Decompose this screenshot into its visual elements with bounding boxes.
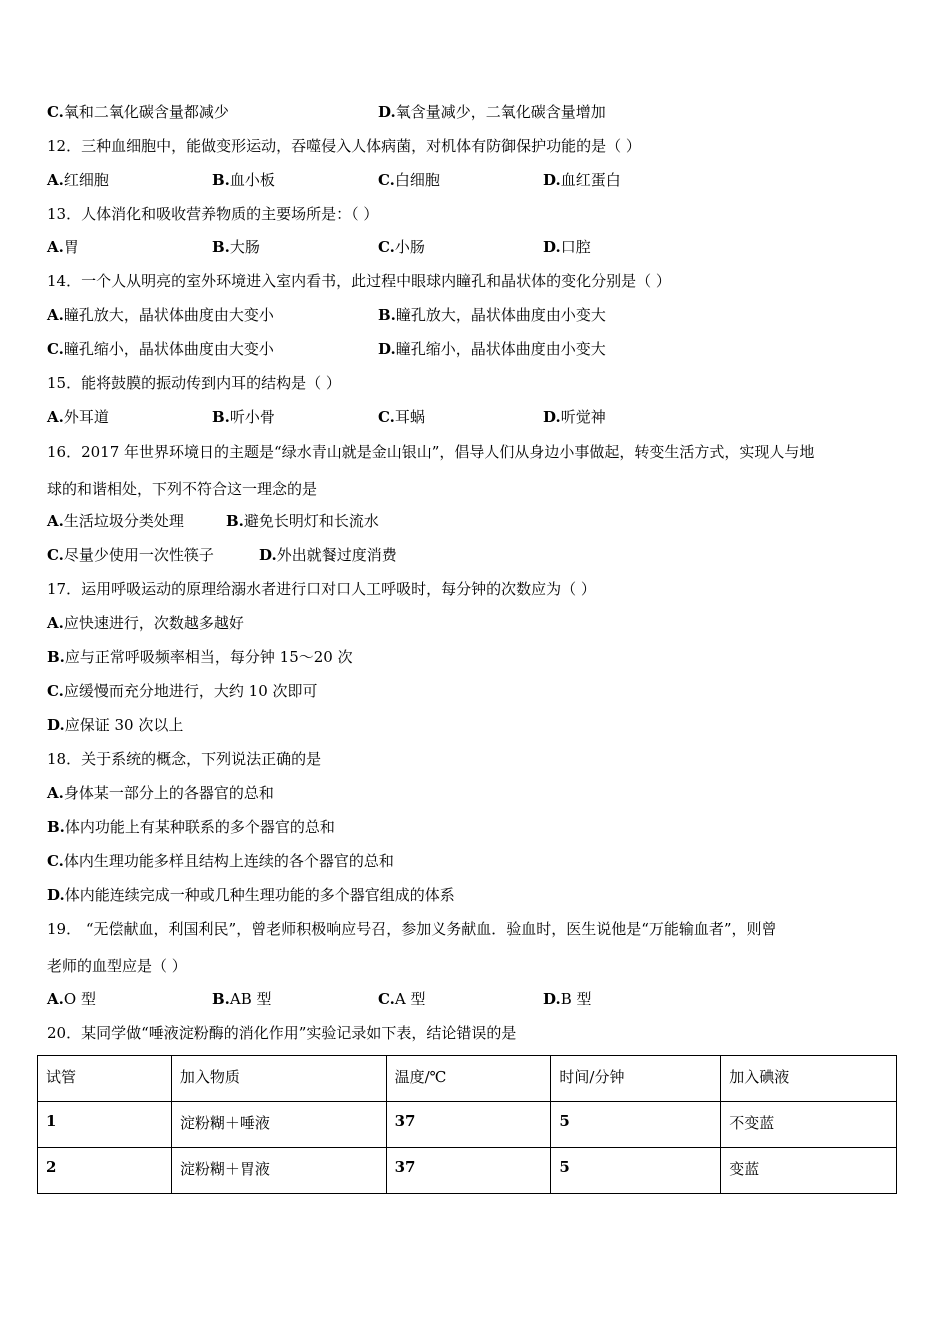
q14-option-c	[47, 339, 274, 359]
option-label: B.	[226, 512, 244, 530]
option-label: C.	[378, 408, 395, 426]
option-text: 听觉神	[560, 408, 606, 426]
q19-option-c	[378, 989, 426, 1009]
option-text: 应缓慢而充分地进行，大约 10 次即可	[63, 682, 318, 700]
option-text: 体内功能上有某种联系的多个器官的总和	[64, 818, 335, 836]
header-cell: 试管	[38, 1056, 172, 1102]
q16-stem-line2: 球的和谐相处，下列不符合这一理念的是	[47, 480, 318, 498]
option-text: 白细胞	[394, 171, 440, 189]
option-label: A.	[47, 614, 64, 632]
option-label: D.	[543, 408, 561, 426]
table-cell: 变蓝	[721, 1148, 897, 1194]
option-label: A.	[47, 990, 64, 1008]
q15-option-b	[212, 407, 275, 427]
option-text: 尽量少使用一次性筷子	[63, 546, 214, 564]
option-label: C.	[47, 340, 64, 358]
q13-option-d	[543, 237, 591, 257]
q19-stem-line1: 19． “无偿献血，利国利民”，曾老师积极响应号召，参加义务献血．验血时，医生说他是“万能输血者”，则曾	[47, 920, 777, 938]
option-label: C.	[47, 852, 64, 870]
q19-option-d	[543, 989, 592, 1009]
option-text: 外出就餐过度消费	[276, 546, 397, 564]
q16-option-d	[259, 545, 397, 565]
option-text: 小肠	[394, 238, 425, 256]
option-label: A.	[47, 306, 64, 324]
header-cell: 温度/℃	[386, 1056, 551, 1102]
option-text: 耳蜗	[394, 408, 425, 426]
q17-option-c	[47, 681, 318, 701]
option-label: B.	[212, 171, 230, 189]
q12-stem: 12．三种血细胞中，能做变形运动，吞噬侵入人体病菌，对机体有防御保护功能的是（ ）	[47, 137, 641, 155]
option-text: 大肠	[229, 238, 260, 256]
option-text: 听小骨	[229, 408, 275, 426]
option-text: O 型	[63, 990, 96, 1008]
q17-option-b	[47, 647, 353, 667]
option-text: A 型	[394, 990, 426, 1008]
table-row	[38, 1148, 897, 1194]
option-label: A.	[47, 784, 64, 802]
table-cell: 不变蓝	[721, 1102, 897, 1148]
option-label: B.	[212, 238, 230, 256]
q16-option-c	[47, 545, 214, 565]
q15-option-c	[378, 407, 425, 427]
option-text: 体内能连续完成一种或几种生理功能的多个器官组成的体系	[64, 886, 455, 904]
option-label: C.	[378, 990, 395, 1008]
table-cell: 2	[38, 1148, 172, 1194]
header-cell: 加入物质	[171, 1056, 386, 1102]
option-label: D.	[378, 340, 396, 358]
option-label: D.	[47, 886, 65, 904]
table-row	[38, 1102, 897, 1148]
option-label: B.	[378, 306, 396, 324]
option-label: B.	[212, 990, 230, 1008]
option-text: 应快速进行，次数越多越好	[63, 614, 244, 632]
option-label: D.	[543, 171, 561, 189]
option-text: 胃	[63, 238, 79, 256]
q14-stem: 14．一个人从明亮的室外环境进入室内看书，此过程中眼球内瞳孔和晶状体的变化分别是（ ）	[47, 272, 671, 290]
option-text: 身体某一部分上的各器官的总和	[63, 784, 274, 802]
option-label: D.	[47, 716, 65, 734]
option-label: C.	[47, 546, 64, 564]
option-label: C.	[378, 238, 395, 256]
header-cell: 时间/分钟	[551, 1056, 721, 1102]
q17-option-d	[47, 715, 183, 735]
option-text: 生活垃圾分类处理	[63, 512, 184, 530]
option-label: D.	[543, 990, 561, 1008]
option-text: 应保证 30 次以上	[64, 716, 184, 734]
table-cell: 37	[386, 1102, 551, 1148]
q14-option-a	[47, 305, 274, 325]
q13-option-b	[212, 237, 260, 257]
option-text: 体内生理功能多样且结构上连续的各个器官的总和	[63, 852, 394, 870]
q18-option-c	[47, 851, 394, 871]
option-label: D.	[378, 103, 396, 121]
q17-stem: 17．运用呼吸运动的原理给溺水者进行口对口人工呼吸时，每分钟的次数应为（ ）	[47, 580, 596, 598]
option-label: A.	[47, 408, 64, 426]
option-text: 应与正常呼吸频率相当，每分钟 15～20 次	[64, 648, 353, 666]
q13-option-c	[378, 237, 425, 257]
option-text: 氧含量减少，二氧化碳含量增加	[395, 103, 606, 121]
option-text: 避免长明灯和长流水	[243, 512, 379, 530]
q15-stem: 15．能将鼓膜的振动传到内耳的结构是（ ）	[47, 374, 341, 392]
q12-option-b	[212, 170, 275, 190]
q18-stem: 18．关于系统的概念，下列说法正确的是	[47, 750, 322, 768]
table-cell: 淀粉糊＋胃液	[171, 1148, 386, 1194]
option-text: 外耳道	[63, 408, 109, 426]
q16-option-a	[47, 511, 184, 531]
q19-option-a	[47, 989, 96, 1009]
q12-option-a	[47, 170, 109, 190]
option-label: C.	[47, 682, 64, 700]
header-cell: 加入碘液	[721, 1056, 897, 1102]
q19-stem-line2: 老师的血型应是（ ）	[47, 957, 187, 975]
q18-option-d	[47, 885, 455, 905]
option-label: D.	[259, 546, 277, 564]
q15-option-a	[47, 407, 109, 427]
q14-option-b	[378, 305, 606, 325]
q19-option-b	[212, 989, 272, 1009]
table-cell: 5	[551, 1102, 721, 1148]
option-text: 氧和二氧化碳含量都减少	[63, 103, 229, 121]
option-label: C.	[47, 103, 64, 121]
option-text: 血红蛋白	[560, 171, 621, 189]
q13-option-a	[47, 237, 79, 257]
q15-option-d	[543, 407, 606, 427]
option-text: 瞳孔放大，晶状体曲度由小变大	[395, 306, 606, 324]
option-label: B.	[212, 408, 230, 426]
table-cell: 淀粉糊＋唾液	[171, 1102, 386, 1148]
q20-stem: 20．某同学做“唾液淀粉酶的消化作用”实验记录如下表，结论错误的是	[47, 1024, 517, 1042]
q11-option-c	[47, 102, 229, 122]
q16-option-b	[226, 511, 379, 531]
table-cell: 5	[551, 1148, 721, 1194]
q12-option-d	[543, 170, 621, 190]
option-label: B.	[47, 648, 65, 666]
option-text: AB 型	[229, 990, 272, 1008]
table-cell: 1	[38, 1102, 172, 1148]
option-label: D.	[543, 238, 561, 256]
table-cell: 37	[386, 1148, 551, 1194]
option-label: A.	[47, 171, 64, 189]
option-text: 瞳孔缩小，晶状体曲度由小变大	[395, 340, 606, 358]
option-text: 红细胞	[63, 171, 109, 189]
q11-option-d	[378, 102, 606, 122]
table-header-row	[38, 1056, 897, 1102]
q16-stem-line1: 16．2017 年世界环境日的主题是“绿水青山就是金山银山”，倡导人们从身边小事做起，转变生活方式，实现人与地	[47, 443, 815, 461]
q18-option-a	[47, 783, 274, 803]
q12-option-c	[378, 170, 440, 190]
option-label: C.	[378, 171, 395, 189]
option-text: 瞳孔放大，晶状体曲度由大变小	[63, 306, 274, 324]
option-label: B.	[47, 818, 65, 836]
option-text: 口腔	[560, 238, 591, 256]
option-label: A.	[47, 512, 64, 530]
option-text: 瞳孔缩小，晶状体曲度由大变小	[63, 340, 274, 358]
option-text: 血小板	[229, 171, 275, 189]
q17-option-a	[47, 613, 244, 633]
q18-option-b	[47, 817, 335, 837]
q14-option-d	[378, 339, 606, 359]
q13-stem: 13．人体消化和吸收营养物质的主要场所是：（ ）	[47, 205, 379, 223]
option-label: A.	[47, 238, 64, 256]
option-text: B 型	[560, 990, 592, 1008]
experiment-table	[37, 1055, 897, 1194]
